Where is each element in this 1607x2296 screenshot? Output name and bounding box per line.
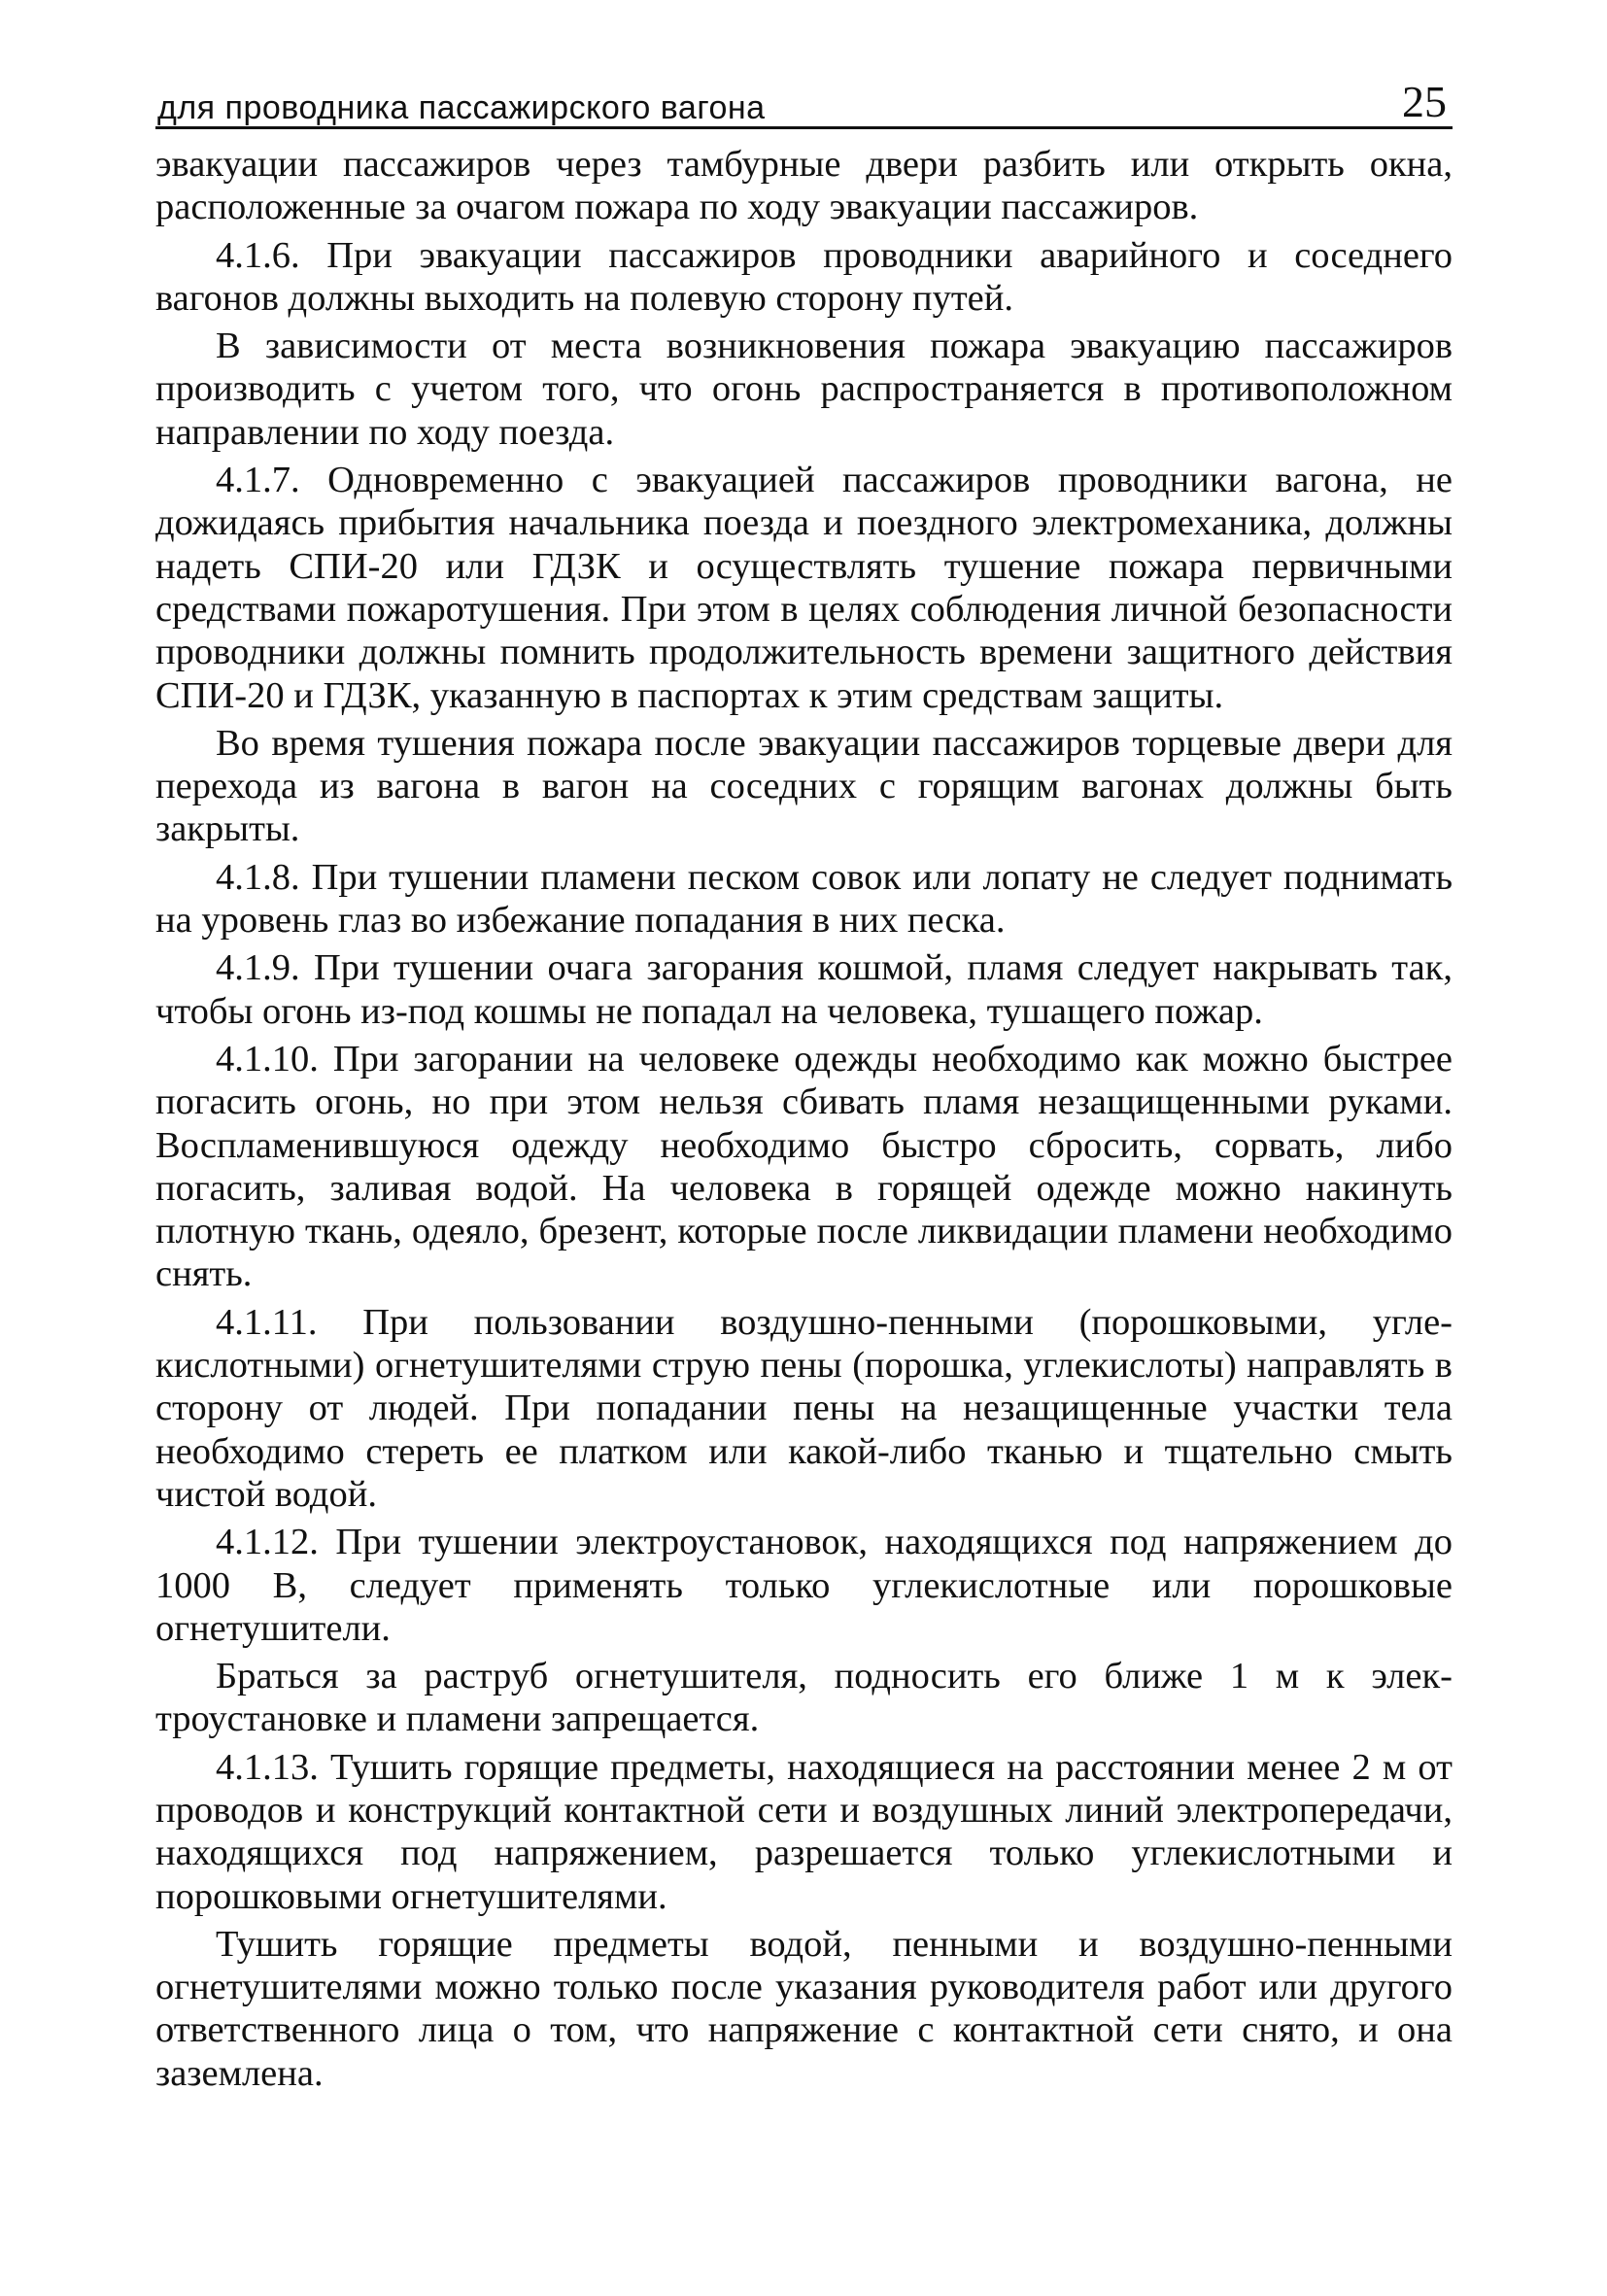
header-title: для проводника пассажирского вагона <box>157 89 766 126</box>
paragraph-evacuation-continued: эвакуации пассажиров через тамбурные двери разбить или открыть окна, расположенные за очагом пожара по ходу эвакуации пассажиров. <box>155 144 1453 228</box>
paragraph-4-1-8: 4.1.8. При тушении пламени песком совок или лопату не следует поднимать на уровень глаз во избежание попадания в них песка. <box>155 856 1453 942</box>
paragraph-4-1-7: 4.1.7. Одновременно с эвакуацией пассажиров проводники вагона, не дожидаясь прибытия начальника поезда и поездного электромеханика, должны надеть СПИ-20 или ГДЗК и осуществлять тушение пожара первичными средствами пожаротушения. При этом в целях соблюдения личной безопасности проводники должны помнить продолжительность времени защитного действия СПИ-20 и ГДЗК, указанную в паспортах к этим средствам защиты. <box>155 460 1453 716</box>
paragraph-end-doors: Во время тушения пожара после эвакуации пассажиров торцевые двери для перехода из вагона в вагон на соседних с горящим вагонах должны быть закрыты. <box>155 722 1453 850</box>
paragraph-nozzle-warning: Браться за раструб огнетушителя, подносить его ближе 1 м к электроустановке и пламени запрещается. <box>155 1656 1453 1740</box>
paragraph-4-1-10: 4.1.10. При загорании на человеке одежды необходимо как можно быстрее погасить огонь, но при этом нельзя сбивать пламя незащищенными руками. Воспламенившуюся одежду необходимо быстро сбросить, сорвать, либо погасить, заливая водой. На человека в горящей одежде можно накинуть плотную ткань, одеяло, брезент, которые после ликвидации пламени необходимо снять. <box>155 1038 1453 1295</box>
paragraph-water-foam: Тушить горящие предметы водой, пенными и воздушно-пенными огнетушителями можно только после указания руководителя работ или другого ответственного лица о том, что напряжение с контактной сети снято, и она заземлена. <box>155 1923 1453 2094</box>
document-page <box>155 76 1453 2100</box>
page-number: 25 <box>1402 77 1447 126</box>
paragraph-4-1-11: 4.1.11. При пользовании воздушно-пенными (порошковыми, углекислотными) огнетушителями струю пены (порошка, углекислоты) направлять в сторону от людей. При попадании пены на незащищенные участки тела необходимо стереть ее платком или какой-либо тканью и тщательно смыть чистой водой. <box>155 1301 1453 1515</box>
paragraph-4-1-6: 4.1.6. При эвакуации пассажиров проводники аварийного и соседнего вагонов должны выходить на полевую сторону путей. <box>155 234 1453 319</box>
paragraph-fire-origin: В зависимости от места возникновения пожара эвакуацию пассажиров производить с учетом того, что огонь распространяется в противоположном направлении по ходу поезда. <box>155 326 1453 453</box>
running-header <box>155 76 1453 129</box>
paragraph-4-1-12: 4.1.12. При тушении электроустановок, находящихся под напряжением до 1000 В, следует применять только углекислотные или порошковые огнетушители. <box>155 1522 1453 1649</box>
paragraph-4-1-13: 4.1.13. Тушить горящие предметы, находящиеся на расстоянии менее 2 м от проводов и конструкций контактной сети и воздушных линий электропередачи, находящихся под напряжением, разрешается только углекислотными и порошковыми огнетушителями. <box>155 1746 1453 1917</box>
paragraph-4-1-9: 4.1.9. При тушении очага загорания кошмой, пламя следует накрывать так, чтобы огонь из-под кошмы не попадал на человека, тушащего пожар. <box>155 947 1453 1032</box>
body-text <box>155 143 1453 2095</box>
